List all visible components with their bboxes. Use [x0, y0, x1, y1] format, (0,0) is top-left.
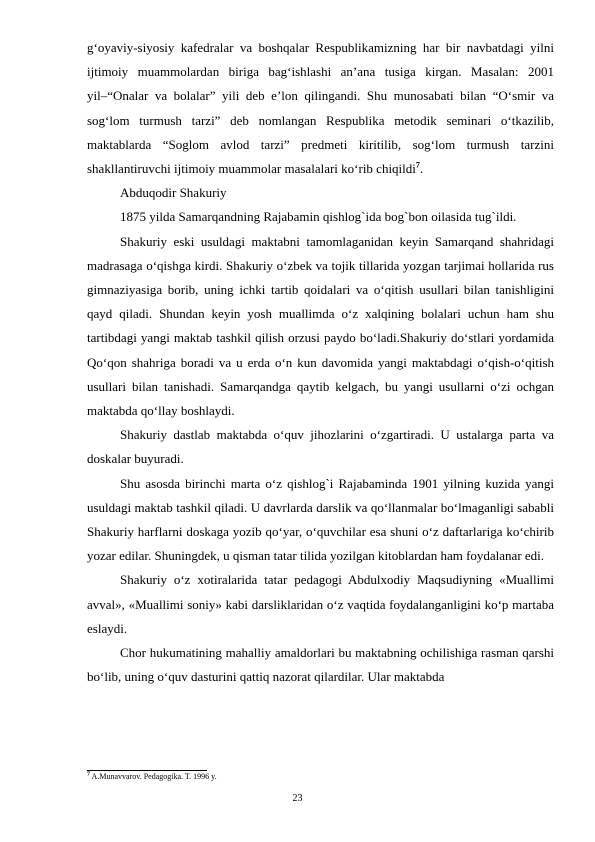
paragraph-equipment: Shakuriy dastlab maktabda o‘quv jihozlarini o‘zgartiradi. U ustalarga parta va doskalar buyuradi. [87, 427, 554, 467]
paragraph-1-text: g‘oyaviy-siyosiy kafedralar va boshqalar Respublikamizning har bir navbatdagi yilni ijtimoiy muammolardan biriga bag‘ishlashi an’ana tusiga kirgan. Masalan: 2001 yil–“Onalar va bolalar” yili deb e’lon qilingandi. Shu munosabati bilan “O‘smir va sog‘lom turmush tarzi” deb nomlangan Respublika metodik seminari o‘tkazilib, maktablarda “Soglom avlod tarzi” predmeti kiritilib, sog‘lom turmush tarzini shakllantiruvchi ijtimoiy muammolar masalalari ko‘rib chiqildi [87, 40, 554, 177]
footnote-divider [87, 770, 207, 771]
footnote-marker: 7 [87, 771, 90, 778]
footnote [87, 772, 217, 782]
body-text [87, 36, 554, 689]
section-heading-author: Abduqodir Shakuriy [120, 185, 227, 201]
paragraph-education: Shakuriy eski usuldagi maktabni tamomlaganidan keyin Samarqand shahridagi madrasaga o‘qishga kirdi. Shakuriy o‘zbek va tojik tillarida yozgan tarjimai hollarida rus gimnaziyasiga borib, uning ichki tartib qoidalari va o‘qitish usullari bilan tanishligini qayd qiladi. Shundan keyin yosh muallimda o‘z xalqining bolalari uchun ham shu tartibdagi yangi maktab tashkil qilish orzusi paydo bo‘ladi.Shakuriy do‘stlari yordamida Qo‘qon shahriga boradi va u erda o‘n kun davomida yangi maktabdagi o‘qish-o‘qitish usullari bilan tanishadi. Samarqandga qaytib kelgach, bu yangi usullarni o‘zi ochgan maktabda qo‘llay boshlaydi. [87, 233, 554, 419]
paragraph-tsarist-officials: Chor hukumatining mahalliy amaldorlari bu maktabning ochilishiga rasman qarshi bo‘lib, uning o‘quv dasturini qattiq nazorat qilardilar. Ular maktabda [87, 645, 554, 685]
paragraph-new-school: Shu asosda birinchi marta o‘z qishlog`i Rajabaminda 1901 yilning kuzida yangi usuldagi maktab tashkil qiladi. U davrlarda darslik va qo‘llanmalar bo‘lmaganligi sababli Shakuriy harflarni doskaga yozib qo‘yar, o‘quvchilar esa shuni o‘z daftarlariga ko‘chirib yozar edilar. Shuningdek, u qisman tatar tilida yozilgan kitoblardan ham foydalanar edi. [87, 475, 554, 564]
paragraph-birth: 1875 yilda Samarqandning Rajabamin qishlog`ida bog`bon oilasida tug`ildi. [120, 209, 517, 225]
footnote-text: A.Munavvarov. Pedagogika. T. 1996 y. [90, 772, 217, 781]
footnote-reference[interactable]: 7 [415, 160, 420, 170]
page-number: 23 [292, 793, 303, 804]
paragraph-memoirs: Shakuriy o‘z xotiralarida tatar pedagogi Abdulxodiy Maqsudiyning «Muallimi avval», «Muallimi soniy» kabi darsliklaridan o‘z vaqtida foydalanganligini ko‘p martaba eslaydi. [87, 572, 554, 636]
paragraph-1-end: . [419, 161, 424, 177]
paragraph-1 [87, 36, 554, 181]
